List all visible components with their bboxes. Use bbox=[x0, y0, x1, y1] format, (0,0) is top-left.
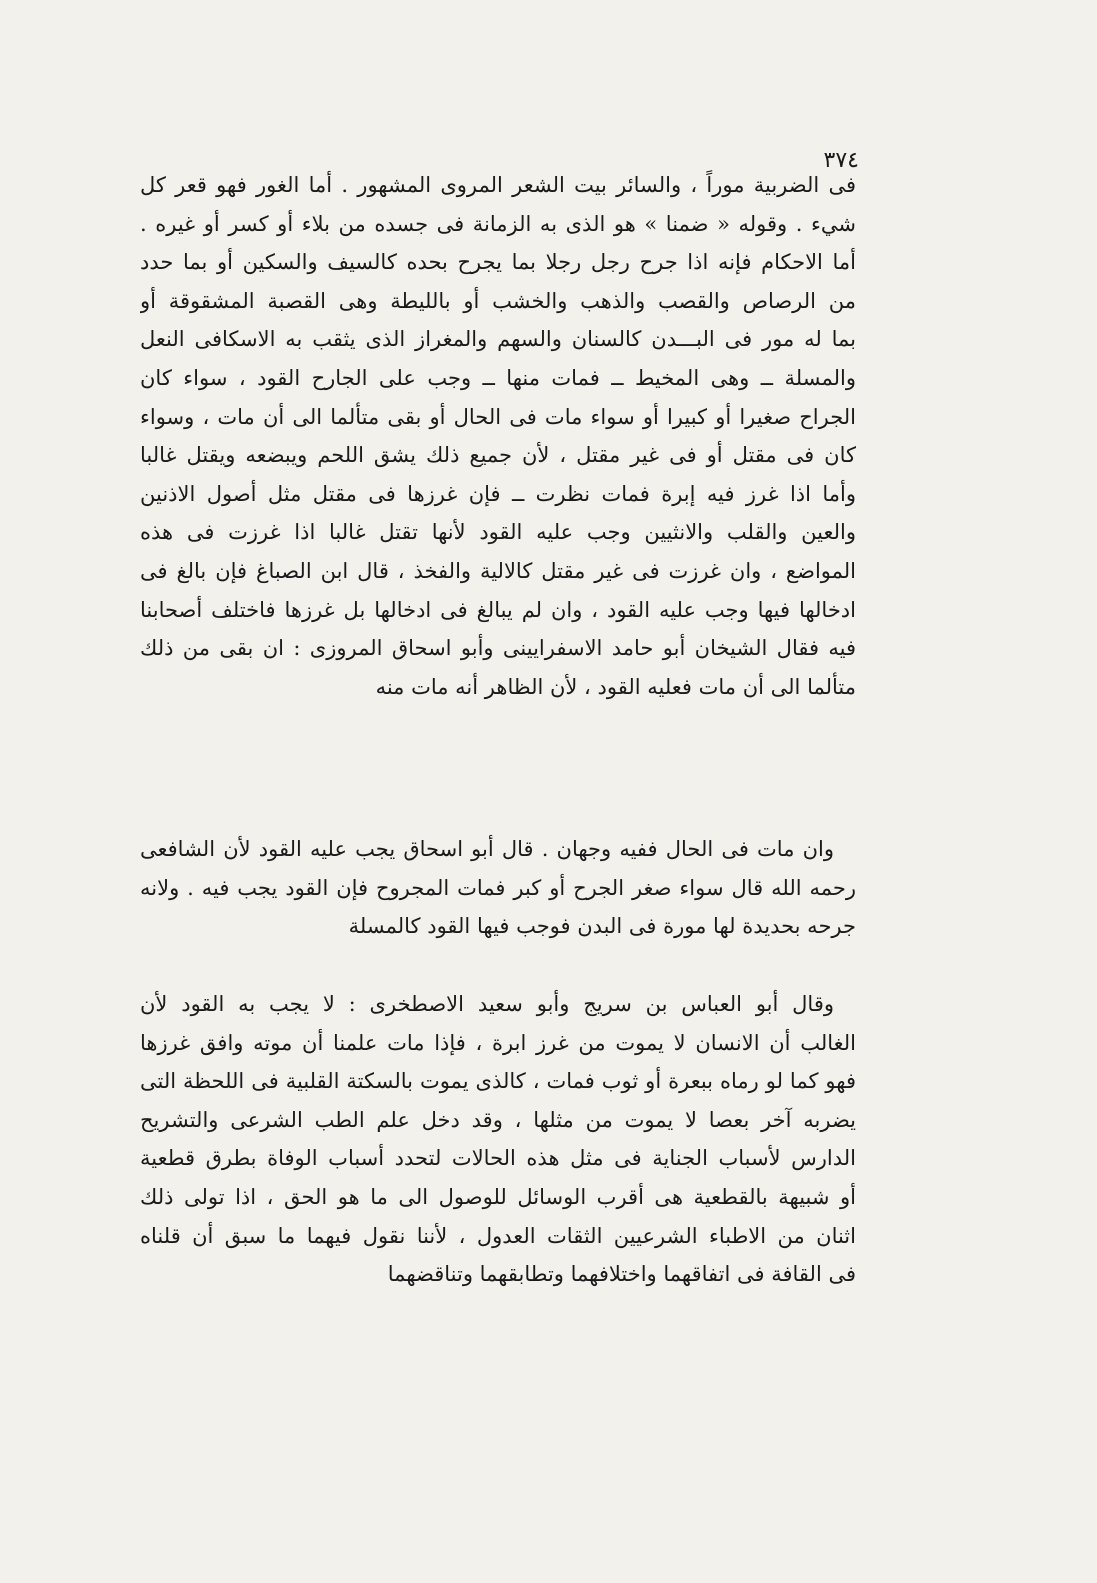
text-line: جرحه بحديدة لها مورة فى البدن فوجب فيها القود كالمسلة bbox=[348, 914, 856, 939]
text-line: فهو كما لو رماه ببعرة أو ثوب فمات ، كالذى يموت بالسكتة القلبية فى اللحظة التى bbox=[140, 1069, 856, 1094]
page-number: ٣٧٤ bbox=[823, 148, 859, 173]
text-line: ادخالها فيها وجب عليه القود ، وان لم يبالغ فى ادخالها بل غرزها فاختلف أصحابنا bbox=[140, 597, 856, 622]
text-line: من الرصاص والقصب والذهب والخشب أو بالليطة وهى القصبة المشقوقة أو bbox=[140, 288, 856, 313]
text-line: الجراح صغيرا أو كبيرا أو سواء مات فى الحال أو بقى متألما الى أن مات ، وسواء bbox=[140, 404, 856, 429]
text-line: أو شبيهة بالقطعية هى أقرب الوسائل للوصول الى ما هو الحق ، اذا تولى ذلك bbox=[140, 1184, 856, 1209]
text-line: شيء . وقوله « ضمنا » هو الذى به الزمانة فى جسده من بلاء أو كسر أو غيره . bbox=[140, 211, 856, 236]
text-line: فيه فقال الشيخان أبو حامد الاسفرايينى وأبو اسحاق المروزى : ان بقى من ذلك bbox=[140, 636, 856, 661]
text-line: كان فى مقتل أو فى غير مقتل ، لأن جميع ذلك يشق اللحم ويبضعه ويقتل غالبا bbox=[140, 443, 856, 468]
text-line: فى الضربية موراً ، والسائر بيت الشعر المروى المشهور . أما الغور فهو قعر كل bbox=[140, 173, 856, 197]
paragraph-1 bbox=[140, 166, 856, 706]
text-line: متألما الى أن مات فعليه القود ، لأن الظاهر أنه مات منه bbox=[375, 674, 856, 699]
text-line: بما له مور فى البـــدن كالسنان والسهم والمغراز الذى يثقب به الاسكافى النعل bbox=[140, 327, 856, 352]
text-line: وقال أبو العباس بن سريج وأبو سعيد الاصطخرى : لا يجب به القود لأن bbox=[140, 992, 834, 1016]
text-line: الغالب أن الانسان لا يموت من غرز ابرة ، فإذا مات علمنا أن موته وافق غرزها bbox=[140, 1030, 856, 1055]
text-line: والمسلة ــ وهى المخيط ــ فمات منها ــ وجب على الجارح القود ، سواء كان bbox=[140, 365, 856, 390]
text-line: اثنان من الاطباء الشرعيين الثقات العدول ، لأننا نقول فيهما ما سبق أن قلناه bbox=[140, 1223, 856, 1248]
text-line: وان مات فى الحال ففيه وجهان . قال أبو اسحاق يجب عليه القود لأن الشافعى bbox=[140, 837, 834, 861]
text-line: والعين والقلب والانثيين وجب عليه القود لأنها تقتل غالبا اذا غرزت فى هذه bbox=[140, 520, 856, 545]
text-line: المواضع ، وان غرزت فى غير مقتل كالالية والفخذ ، قال ابن الصباغ فإن بالغ فى bbox=[140, 558, 856, 583]
text-line: الدارس لأسباب الجناية فى مثل هذه الحالات لتحدد أسباب الوفاة بطرق قطعية bbox=[140, 1146, 856, 1171]
text-line: أما الاحكام فإنه اذا جرح رجل رجلا بما يجرح بحده كالسيف والسكين أو بما حدد bbox=[140, 250, 856, 275]
text-line: فى القافة فى اتفاقهما واختلافهما وتطابقهما وتناقضهما bbox=[387, 1262, 856, 1287]
paragraph-2 bbox=[140, 830, 856, 946]
text-line: رحمه الله قال سواء صغر الجرح أو كبر فمات المجروح فإن القود يجب فيه . ولانه bbox=[140, 875, 856, 900]
paragraph-3 bbox=[140, 985, 856, 1294]
text-line: يضربه آخر بعصا لا يموت من مثلها ، وقد دخل علم الطب الشرعى والتشريح bbox=[140, 1107, 856, 1132]
text-line: وأما اذا غرز فيه إبرة فمات نظرت ــ فإن غرزها فى مقتل مثل أصول الاذنين bbox=[140, 481, 856, 506]
